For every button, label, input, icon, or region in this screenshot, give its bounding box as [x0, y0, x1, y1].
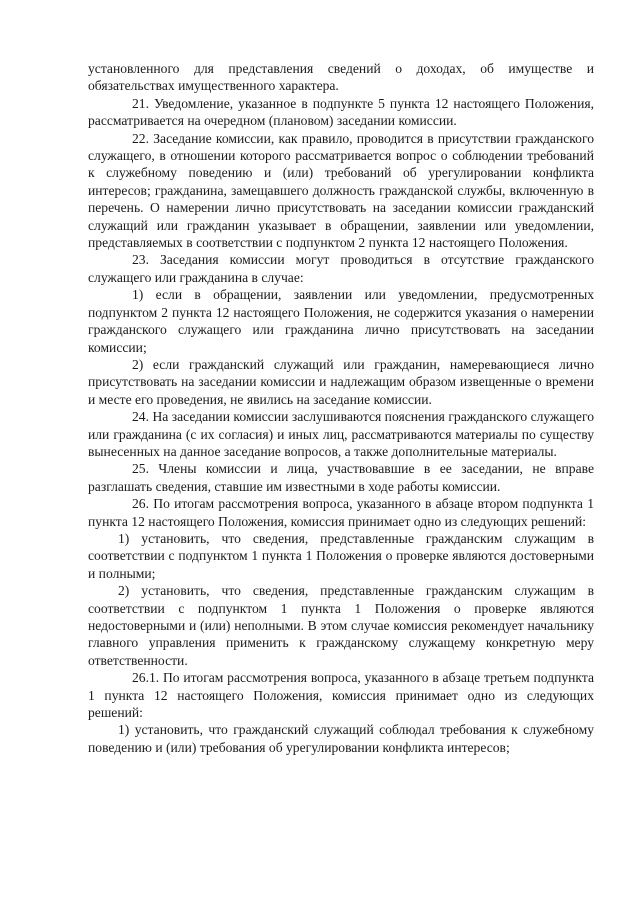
paragraph-26-item-2: 2) установить, что сведения, представленные гражданским служащим в соответствии с подпунктом 1 пункта 1 Положения о проверке являются недостоверными и (или) неполными. В этом случае комиссия рекомендует начальнику главного управления применить к гражданскому служащему конкретную меру ответственности. — [88, 583, 594, 668]
paragraph-23-item-2: 2) если гражданский служащий или гражданин, намеревающиеся лично присутствовать на заседании комиссии и надлежащим образом извещенные о времени и месте его проведения, не явились на заседание комиссии. — [88, 356, 594, 407]
paragraph-26-1: 26.1. По итогам рассмотрения вопроса, указанного в абзаце третьем подпункта 1 пункта 12 настоящего Положения, комиссия принимает одно из следующих решений: — [88, 670, 594, 721]
paragraph-26-1-item-1: 1) установить, что гражданский служащий соблюдал требования к служебному поведению и (или) требования об урегулировании конфликта интересов; — [88, 722, 594, 755]
paragraph-22: 22. Заседание комиссии, как правило, проводится в присутствии гражданского служащего, в отношении которого рассматривается вопрос о соблюдении требований к служебному поведению и (или) требований об урегулировании конфликта интересов; гражданина, замещавшего должность гражданской службы, включенную в перечень. О намерении лично присутствовать на заседании комиссии гражданский служащий или гражданин указывает в обращении, заявлении или уведомлении, представляемых в соответствии с подпунктом 2 пункта 12 настоящего Положения. — [88, 130, 594, 251]
paragraph-23: 23. Заседания комиссии могут проводиться в отсутствие гражданского служащего или гражданина в случае: — [88, 252, 594, 285]
paragraph-26-item-1: 1) установить, что сведения, представленные гражданским служащим в соответствии с подпунктом 1 пункта 1 Положения о проверке являются достоверными и полными; — [88, 530, 594, 581]
document-page — [88, 60, 594, 756]
paragraph-26: 26. По итогам рассмотрения вопроса, указанного в абзаце втором подпункта 1 пункта 12 настоящего Положения, комиссия принимает одно из следующих решений: — [88, 496, 594, 529]
paragraph-25: 25. Члены комиссии и лица, участвовавшие в ее заседании, не вправе разглашать сведения, ставшие им известными в ходе работы комиссии. — [88, 461, 594, 494]
paragraph-24: 24. На заседании комиссии заслушиваются пояснения гражданского служащего или гражданина (с их согласия) и иных лиц, рассматриваются материалы по существу вынесенных на данное заседание вопросов, а также дополнительные материалы. — [88, 409, 594, 459]
paragraph-23-item-1: 1) если в обращении, заявлении или уведомлении, предусмотренных подпунктом 2 пункта 12 настоящего Положения, не содержится указания о намерении гражданского служащего или гражданина лично присутствовать на заседании комиссии; — [88, 287, 594, 355]
paragraph-21: 21. Уведомление, указанное в подпункте 5 пункта 12 настоящего Положения, рассматривается на очередном (плановом) заседании комиссии. — [88, 95, 594, 129]
paragraph-continuation: установленного для представления сведений о доходах, об имуществе и обязательствах имущественного характера. — [88, 61, 594, 94]
